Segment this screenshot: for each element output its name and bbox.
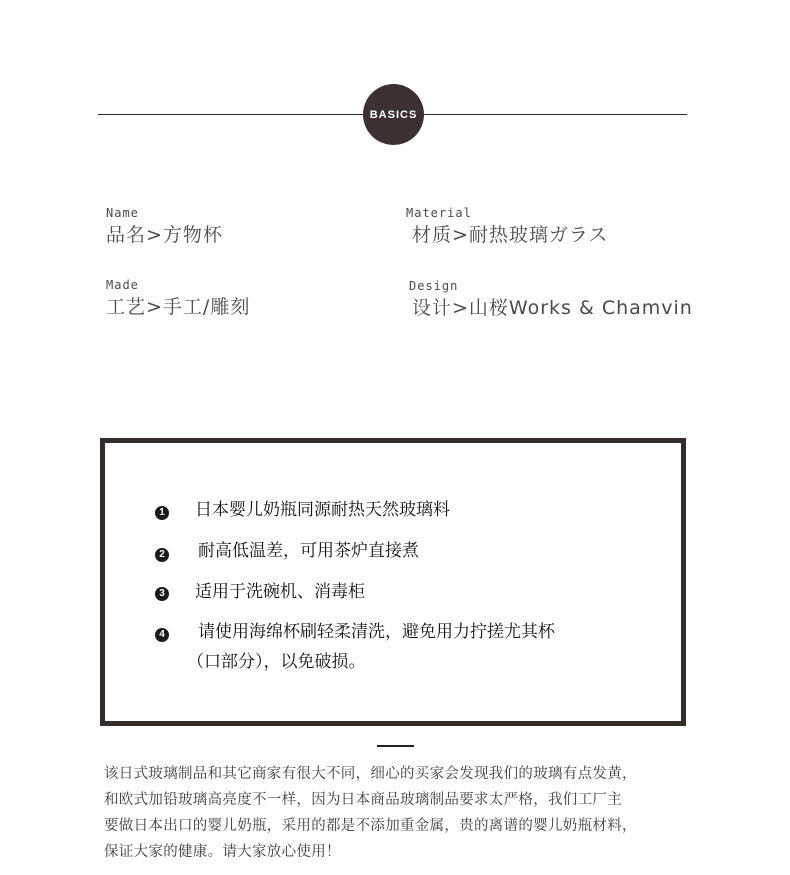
spec-name-value: 品名>方物杯 <box>106 224 223 246</box>
spec-made-label: Made <box>106 278 139 292</box>
basics-badge-label: BASICS <box>369 108 418 121</box>
spec-design <box>409 279 693 320</box>
feature-1-text: 日本婴儿奶瓶同源耐热天然玻璃料 <box>195 500 450 520</box>
feature-2-number: 2 <box>155 548 169 562</box>
description-line-3: 要做日本出口的婴儿奶瓶，采用的都是不添加重金属，贵的离谱的婴儿奶瓶材料， <box>104 818 637 834</box>
feature-3-text: 适用于洗碗机、消毒柜 <box>195 582 365 602</box>
features-box <box>100 438 686 726</box>
spec-made <box>106 278 250 319</box>
spec-name-label: Name <box>106 206 139 220</box>
spec-material-label: Material <box>406 206 472 220</box>
spec-made-value: 工艺>手工/雕刻 <box>106 296 251 318</box>
description-paragraph <box>104 761 694 865</box>
description-line-1: 该日式玻璃制品和其它商家有很大不同，细心的买家会发现我们的玻璃有点发黄， <box>104 766 637 782</box>
spec-material <box>406 206 608 247</box>
feature-2-text: 耐高低温差，可用茶炉直接煮 <box>198 541 419 561</box>
spec-name <box>106 206 223 247</box>
spec-design-value: 设计>山桜Works & Chamvin <box>412 297 693 319</box>
feature-4-text: 请使用海绵杯刷轻柔清洗，避免用力拧搓尤其杯 <box>198 622 555 642</box>
feature-1-number: 1 <box>155 506 169 520</box>
description-line-2: 和欧式加铅玻璃高亮度不一样，因为日本商品玻璃制品要求太严格，我们工厂主 <box>104 792 622 808</box>
basics-badge <box>363 84 424 145</box>
feature-4-text-cont: （口部分），以免破损。 <box>187 652 366 672</box>
feature-3-number: 3 <box>155 587 169 601</box>
spec-material-value: 材质>耐热玻璃ガラス <box>412 224 609 246</box>
spec-design-label: Design <box>409 279 459 293</box>
description-line-4: 保证大家的健康。请大家放心使用！ <box>104 844 341 860</box>
feature-4-number: 4 <box>155 628 169 642</box>
section-dash <box>377 745 414 747</box>
